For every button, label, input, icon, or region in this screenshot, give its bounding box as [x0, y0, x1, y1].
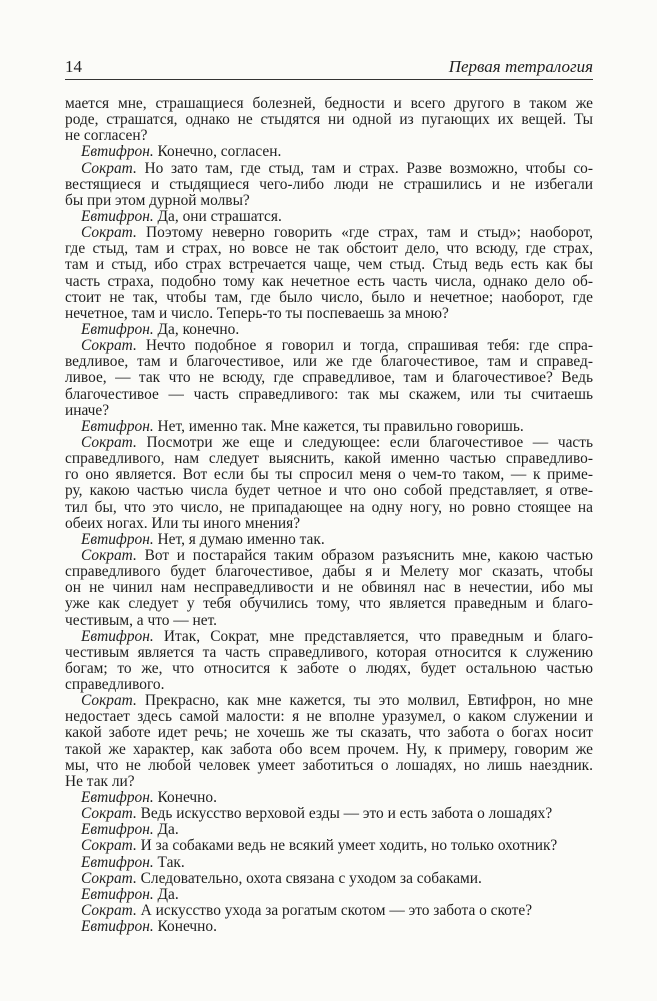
text-line: [65, 725, 593, 741]
text-line: [65, 467, 593, 483]
text-line: [65, 387, 593, 403]
line-text: справедливого, нам следует выяснить, какой именно частью справедливо-: [65, 450, 593, 468]
text-line: [65, 855, 593, 871]
dialogue-paragraph: [65, 855, 593, 871]
speaker-name: Сократ.: [81, 546, 137, 564]
text-line: [65, 596, 593, 612]
dialogue-paragraph: [65, 693, 593, 790]
line-text: Так.: [153, 853, 185, 871]
line-text: благочестивое — часть справедливого: так мы скажем, или ты считаешь: [65, 385, 593, 403]
speaker-name: Сократ.: [81, 902, 137, 920]
dialogue-paragraph: [65, 871, 593, 887]
dialogue-paragraph: [65, 629, 593, 694]
speaker-name: Евтифрон.: [81, 789, 154, 807]
line-text: А искусство ухода за рогатым скотом — это забота о скоте?: [136, 902, 533, 920]
line-text: какой заботе идет речь; не хочешь же ты сказать, что забота о богах носит: [65, 724, 593, 742]
text-line: [65, 758, 593, 774]
line-text: Посмотри же еще и следующее: если благочестивое — часть: [136, 433, 593, 451]
text-line: [65, 500, 593, 516]
line-text: Да.: [153, 885, 179, 903]
line-text: тил бы, что это число, не припадающее на одну ногу, но ровно стоящее на: [65, 498, 593, 516]
speaker-name: Евтифрон.: [81, 627, 154, 645]
line-text: Поэтому неверно говорить «где страх, там и стыд»; наоборот,: [136, 224, 593, 242]
line-text: уже как следует у тебя обучились тому, что является праведным и благо-: [65, 595, 593, 613]
line-text: обеих ногах. Или ты иного мнения?: [65, 514, 301, 532]
line-text: недостает здесь самой малости: я не вполне уразумел, о каком служении и: [65, 708, 593, 726]
text-line: [65, 580, 593, 596]
line-text: богам; то же, что относится к заботе о людях, будет остальною частью: [65, 659, 593, 677]
text-line: [65, 629, 593, 645]
speaker-name: Евтифрон.: [81, 320, 154, 338]
dialogue-paragraph: [65, 903, 593, 919]
line-text: нечетное, там и число. Теперь-то ты поспеваешь за мною?: [65, 304, 449, 322]
line-text: справедливого.: [65, 676, 165, 694]
text-line: [65, 532, 593, 548]
line-text: Да.: [153, 821, 179, 839]
dialogue-paragraph: [65, 548, 593, 629]
text-line: [65, 225, 593, 241]
line-text: ведливое, там и благочестивое, или же где благочестивое, там и справед-: [65, 353, 593, 371]
line-text: бы при этом дурной молвы?: [65, 191, 250, 209]
line-text: Нет, именно так. Мне кажется, ты правильно говоришь.: [153, 417, 524, 435]
dialogue-paragraph: [65, 822, 593, 838]
line-text: мы, что не любой человек умеет заботиться о лошадях, но лишь наездник.: [65, 756, 593, 774]
dialogue-paragraph: [65, 338, 593, 419]
line-text: Прекрасно, как мне кажется, ты это молвил, Евтифрон, но мне: [136, 692, 593, 710]
line-text: там и стыд, ибо страх встречается чаще, чем стыд. Стыд ведь есть как бы: [65, 256, 593, 274]
speaker-name: Евтифрон.: [81, 918, 154, 936]
dialogue-paragraph: [65, 435, 593, 532]
speaker-name: Евтифрон.: [81, 530, 154, 548]
line-text: Конечно, согласен.: [153, 143, 282, 161]
text-line: [65, 822, 593, 838]
text-line: [65, 451, 593, 467]
text-line: [65, 177, 593, 193]
text-line: [65, 677, 593, 693]
text-line: [65, 516, 593, 532]
line-text: вестящиеся и стыдящиеся чего-либо люди не страшились и не избегали: [65, 175, 593, 193]
line-text: роде, страшатся, однако не стыдятся ни одной из пугающих их вещей. Ты: [65, 111, 593, 129]
text-line: [65, 887, 593, 903]
text-line: [65, 290, 593, 306]
text-line: [65, 564, 593, 580]
text-line: [65, 419, 593, 435]
dialogue-paragraph: [65, 209, 593, 225]
line-text: не согласен?: [65, 127, 148, 145]
dialogue-paragraph: [65, 225, 593, 322]
line-text: часть страха, подобно тому как нечетное есть часть числа, однако дело об-: [65, 272, 593, 290]
line-text: Но зато там, где стыд, там и страх. Разве возможно, чтобы со-: [136, 159, 593, 177]
line-text: го оно является. Вот если бы ты спросил меня о чем-то таком, — к приме-: [65, 466, 593, 484]
text-line: [65, 354, 593, 370]
line-text: Да, они страшатся.: [153, 207, 282, 225]
dialogue-paragraph: [65, 838, 593, 854]
text-line: [65, 483, 593, 499]
text-line: [65, 806, 593, 822]
speaker-name: Евтифрон.: [81, 821, 154, 839]
text-line: [65, 693, 593, 709]
dialogue-paragraph: [65, 790, 593, 806]
speaker-name: Сократ.: [81, 433, 137, 451]
line-text: Не так ли?: [65, 772, 135, 790]
text-line: [65, 919, 593, 935]
line-text: честивым является та часть справедливого, которая относится к служению: [65, 643, 593, 661]
text-line: [65, 257, 593, 273]
paragraph: [65, 96, 593, 144]
text-line: [65, 193, 593, 209]
dialogue-paragraph: [65, 419, 593, 435]
speaker-name: Сократ.: [81, 837, 137, 855]
text-line: [65, 548, 593, 564]
speaker-name: Сократ.: [81, 692, 137, 710]
speaker-name: Евтифрон.: [81, 885, 154, 903]
text-line: [65, 144, 593, 160]
text-line: [65, 128, 593, 144]
speaker-name: Сократ.: [81, 805, 137, 823]
speaker-name: Евтифрон.: [81, 143, 154, 161]
dialogue-paragraph: [65, 322, 593, 338]
line-text: стоит не так, чтобы там, где было число, было и нечетное; наоборот, где: [65, 288, 593, 306]
line-text: честивым, а что — нет.: [65, 611, 217, 629]
line-text: Итак, Сократ, мне представляется, что праведным и благо-: [153, 627, 593, 645]
text-line: [65, 241, 593, 257]
speaker-name: Евтифрон.: [81, 207, 154, 225]
line-text: мается мне, страшащиеся болезней, бедности и всего другого в таком же: [65, 95, 593, 112]
dialogue-paragraph: [65, 161, 593, 209]
dialogue-paragraph: [65, 144, 593, 160]
speaker-name: Сократ.: [81, 159, 137, 177]
line-text: Конечно.: [153, 789, 217, 807]
line-text: такой же характер, как забота обо всем прочем. Ну, к примеру, говорим же: [65, 740, 593, 758]
line-text: ливое, — так что не всюду, где справедливое, там и благочестивое? Ведь: [65, 369, 593, 387]
text-line: [65, 871, 593, 887]
line-text: иначе?: [65, 401, 110, 419]
dialogue-paragraph: [65, 919, 593, 935]
line-text: справедливого будет благочестивое, дабы я и Мелету мог сказать, чтобы: [65, 563, 593, 581]
text-line: [65, 613, 593, 629]
speaker-name: Евтифрон.: [81, 853, 154, 871]
text-line: [65, 370, 593, 386]
text-line: [65, 306, 593, 322]
page-header: [65, 57, 593, 80]
text-line: [65, 709, 593, 725]
text-line: [65, 403, 593, 419]
text-line: [65, 209, 593, 225]
speaker-name: Сократ.: [81, 224, 137, 242]
line-text: Ведь искусство верховой езды — это и есть забота о лошадях?: [136, 805, 553, 823]
line-text: где стыд, там и страх, но вовсе не так обстоит дело, что всюду, где страх,: [65, 240, 593, 258]
line-text: И за собаками ведь не всякий умеет ходить, но только охотник?: [136, 837, 558, 855]
speaker-name: Евтифрон.: [81, 417, 154, 435]
page-number: 14: [65, 57, 82, 76]
dialogue-paragraph: [65, 806, 593, 822]
body-text: [65, 96, 593, 935]
speaker-name: Сократ.: [81, 337, 137, 355]
text-line: [65, 790, 593, 806]
line-text: Вот и постарайся таким образом разъяснить мне, какою частью: [136, 546, 593, 564]
speaker-name: Сократ.: [81, 869, 137, 887]
line-text: Нет, я думаю именно так.: [153, 530, 325, 548]
text-line: [65, 661, 593, 677]
text-line: [65, 903, 593, 919]
dialogue-paragraph: [65, 887, 593, 903]
text-line: [65, 774, 593, 790]
dialogue-paragraph: [65, 532, 593, 548]
line-text: Нечто подобное я говорил и тогда, спрашивая тебя: где спра-: [136, 337, 593, 355]
text-line: [65, 338, 593, 354]
line-text: Конечно.: [153, 918, 217, 936]
line-text: Да, конечно.: [153, 320, 240, 338]
text-line: [65, 742, 593, 758]
line-text: он не чинил нам несправедливости и не обвинял нас в нечестии, ибо мы: [65, 579, 593, 597]
text-line: [65, 112, 593, 128]
text-line: [65, 274, 593, 290]
text-line: [65, 645, 593, 661]
text-line: [65, 435, 593, 451]
line-text: ру, какою частью числа будет четное и что оно собой представляет, я отве-: [65, 482, 593, 500]
text-line: [65, 322, 593, 338]
text-line: [65, 838, 593, 854]
text-line: [65, 96, 593, 112]
running-title: Первая тетралогия: [448, 57, 593, 76]
line-text: Следовательно, охота связана с уходом за собаками.: [136, 869, 482, 887]
text-line: [65, 161, 593, 177]
